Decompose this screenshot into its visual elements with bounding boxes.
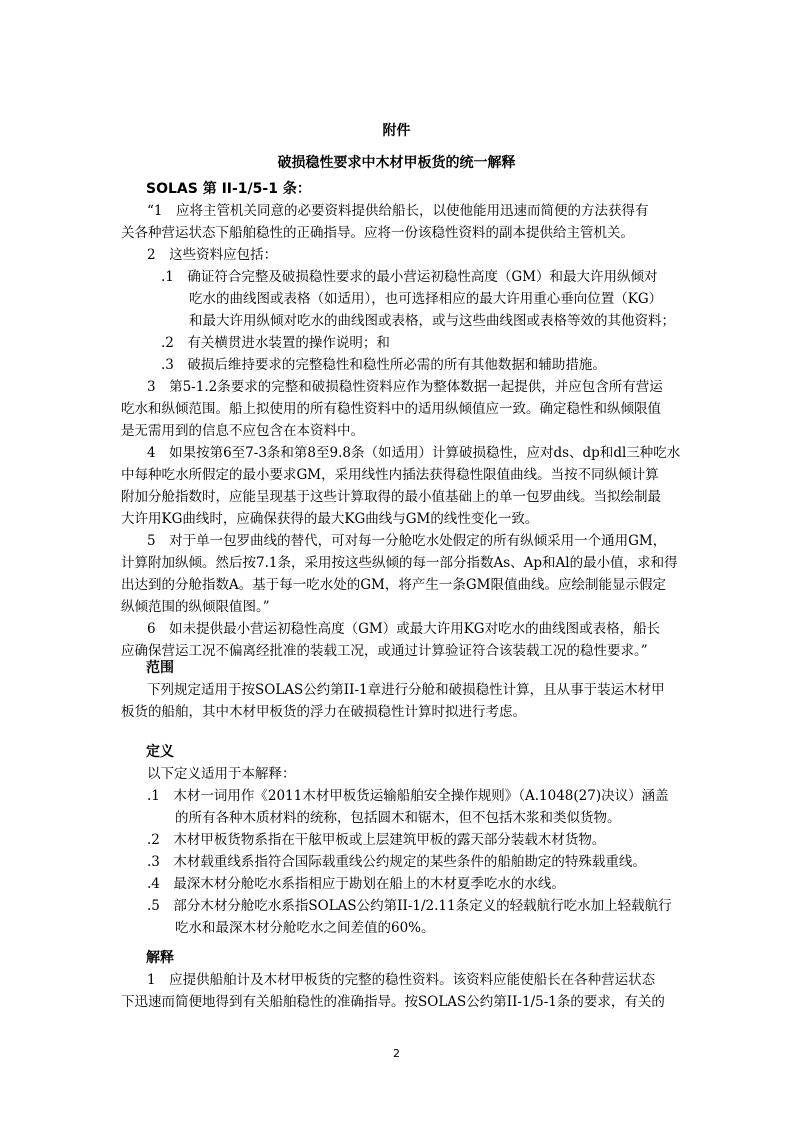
reg-line: 计算附加纵倾。然后按7.1条，采用按这些纵倾的每一部分指数As、Ap和Al的最小值，求和得 <box>121 555 678 571</box>
reg-line: 4 如果按第6至7-3条和第8至9.8条（如适用）计算破损稳性，应对ds、dp和dl三种吃水 <box>147 445 681 461</box>
reg-line: 中每种吃水所假定的最小要求GM，采用线性内插法获得稳性限值曲线。当按不同纵倾计算 <box>121 467 659 483</box>
reg-line: .1 确证符合完整及破损稳性要求的最小营运初稳性高度（GM）和最大许用纵倾对 <box>161 269 658 285</box>
interpretation-heading: 解释 <box>146 950 174 966</box>
interp-line: 下迅速而简便地得到有关船舶稳性的准确指导。按SOLAS公约第II-1/5-1条的要求，有关的 <box>121 994 665 1010</box>
reg-line: 纵倾范围的纵倾限值图。” <box>121 599 270 615</box>
def-line: .5 部分木材分舱吃水系指SOLAS公约第II-1/2.11条定义的轻载航行吃水加上轻载航行 <box>147 898 672 914</box>
page-number: 2 <box>393 1047 400 1060</box>
reg-line: 出达到的分舱指数A。基于每一吃水处的GM，将产生一条GM限值曲线。应绘制能显示假定 <box>121 577 666 593</box>
scope-heading: 范围 <box>146 660 174 676</box>
definitions-heading: 定义 <box>146 744 174 760</box>
reg-line: 是无需用到的信息不应包含在本资料中。 <box>121 423 364 439</box>
interp-line: 1 应提供船舶计及木材甲板货的完整的稳性资料。该资料应能使船长在各种营运状态 <box>147 972 656 988</box>
reg-line: 6 如未提供最小营运初稳性高度（GM）或最大许用KG对吃水的曲线图或表格，船长 <box>147 621 661 637</box>
def-line: .4 最深木材分舱吃水系指相应于勘划在船上的木材夏季吃水的水线。 <box>147 876 565 892</box>
solas-heading: SOLAS 第 II-1/5-1 条： <box>146 181 311 197</box>
reg-line: 附加分舱指数时，应能呈现基于这些计算取得的最小值基础上的单一包罗曲线。当拟绘制最 <box>121 489 661 505</box>
def-line: 的所有各种木质材料的统称，包括圆木和锯木，但不包括木浆和类似货物。 <box>175 810 621 826</box>
reg-line: 吃水的曲线图或表格（如适用），也可选择相应的最大许用重心垂向位置（KG） <box>189 291 663 307</box>
scope-line: 下列规定适用于按SOLAS公约第II-1章进行分舱和破损稳性计算，且从事于装运木材甲 <box>147 682 665 698</box>
reg-line: 关各种营运状态下船舶稳性的正确指导。应将一份该稳性资料的副本提供给主管机关。 <box>121 225 634 241</box>
reg-line: .3 破损后维持要求的完整稳性和稳性所必需的所有其他数据和辅助措施。 <box>161 357 606 373</box>
def-line: .2 木材甲板货物系指在干舷甲板或上层建筑甲板的露天部分装载木材货物。 <box>147 832 606 848</box>
def-line: 吃水和最深木材分舱吃水之间差值的60%。 <box>175 920 435 936</box>
reg-line: 应确保营运工况不偏离经批准的装载工况，或通过计算验证符合该装载工况的稳性要求。” <box>121 643 648 659</box>
annex-title: 附件 <box>382 123 411 139</box>
scope-line: 板货的船舶，其中木材甲板货的浮力在破损稳性计算时拟进行考虑。 <box>121 704 526 720</box>
main-title: 破损稳性要求中木材甲板货的统一解释 <box>277 155 516 171</box>
reg-line: 和最大许用纵倾对吃水的曲线图或表格，或与这些曲线图或表格等效的其他资料； <box>189 313 675 329</box>
def-line: 以下定义适用于本解释： <box>147 766 296 782</box>
reg-line: 吃水和纵倾范围。船上拟使用的所有稳性资料中的适用纵倾值应一致。确定稳性和纵倾限值 <box>121 401 661 417</box>
def-line: .3 木材载重线系指符合国际载重线公约规定的某些条件的船舶勘定的特殊载重线。 <box>147 854 646 870</box>
reg-line: “1 应将主管机关同意的必要资料提供给船长，以使他能用迅速而简便的方法获得有 <box>147 203 649 219</box>
reg-line: .2 有关横贯进水装置的操作说明；和 <box>161 335 390 351</box>
reg-line: 大许用KG曲线时，应确保获得的最大KG曲线与GM的线性变化一致。 <box>121 511 539 527</box>
reg-line: 3 第5-1.2条要求的完整和破损稳性资料应作为整体数据一起提供，并应包含所有营运 <box>147 379 663 395</box>
reg-line: 5 对于单一包罗曲线的替代，可对每一分舱吃水处假定的所有纵倾采用一个通用GM， <box>147 533 667 549</box>
reg-line: 2 这些资料应包括： <box>147 247 278 263</box>
def-line: .1 木材一词用作《2011木材甲板货运输船舶安全操作规则》（A.1048(27)决议）涵盖 <box>147 788 669 804</box>
